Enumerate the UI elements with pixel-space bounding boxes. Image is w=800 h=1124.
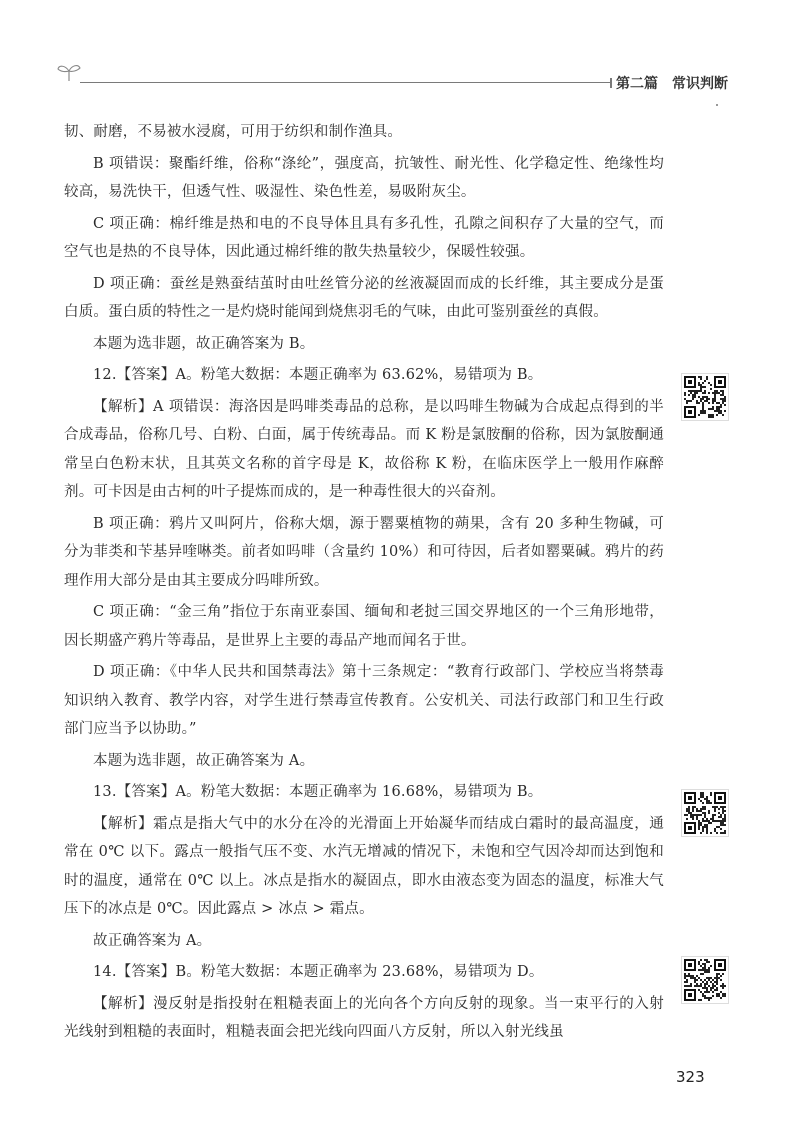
- answer-line-13: 13.【答案】A。粉笔大数据：本题正确率为 16.68%，易错项为 B。: [93, 784, 543, 800]
- header-rule: [80, 82, 610, 83]
- qr-code-icon[interactable]: [681, 956, 729, 1004]
- qr-code-icon[interactable]: [681, 789, 729, 837]
- page-header: [0, 0, 800, 110]
- analysis-14: 【解析】漫反射是指投射在粗糙表面上的光向各个方向反射的现象。当一束平行的入射光线射到粗糙的表面时，粗糙表面会把光线向四面八方反射，所以入射光线虽: [64, 995, 664, 1040]
- qr-code-icon[interactable]: [681, 373, 729, 421]
- paragraph-option-d: D 项正确：蚕丝是熟蚕结茧时由吐丝管分泌的丝液凝固而成的长纤维，其主要成分是蛋白质。蛋白质的特性之一是灼烧时能闻到烧焦羽毛的气味，由此可鉴别蚕丝的真假。: [64, 275, 664, 320]
- paragraph-conclusion-13: 故正确答案为 A。: [93, 932, 212, 949]
- analysis-13: 【解析】霜点是指大气中的水分在冷的光滑面上开始凝华而结成白霜时的最高温度，通常在 0℃ 以下。露点一般指气压不变、水汽无增减的情况下，未饱和空气因冷却而达到饱和时的温度，通常在 0℃ 以上。冰点是指水的凝固点，即水由液态变为固态的温度，标准大气压下的冰点是 0℃。因此露点 > 冰点 > 霜点。: [64, 815, 664, 917]
- paragraph-conclusion-12: 本题为选非题，故正确答案为 A。: [93, 752, 315, 769]
- paragraph-conclusion: 本题为选非题，故正确答案为 B。: [93, 335, 315, 352]
- paragraph-continuation: 韧、耐磨，不易被水浸腐，可用于纺织和制作渔具。: [64, 124, 403, 140]
- paragraph-option-d-12: D 项正确：《中华人民共和国禁毒法》第十三条规定：“教育行政部门、学校应当将禁毒知识纳入教育、教学内容，对学生进行禁毒宣传教育。公安机关、司法行政部门和卫生行政部门应当予以协助。”: [64, 664, 664, 737]
- paragraph-option-b-12: B 项正确：鸦片又叫阿片，俗称大烟，源于罂粟植物的蒴果，含有 20 多种生物碱，可分为菲类和苄基异喹啉类。前者如吗啡（含量约 10%）和可待因，后者如罂粟碱。鸦片的药理作用大部分是由其主要成分吗啡所致。: [64, 515, 664, 589]
- section-title: 第二篇 常识判断: [616, 76, 728, 92]
- analysis-12: 【解析】A 项错误：海洛因是吗啡类毒品的总称，是以吗啡生物碱为合成起点得到的半合成毒品，俗称几号、白粉、白面，属于传统毒品。而 K 粉是氯胺酮的俗称，因为氯胺酮通常呈白色粉末状，且其英文名称的首字母是 K，故俗称 K 粉，在临床医学上一般用作麻醉剂。可卡因是由古柯的叶子提炼而成的，是一种毒性很大的兴奋剂。: [64, 398, 664, 500]
- answer-line-12: 12.【答案】A。粉笔大数据：本题正确率为 63.62%，易错项为 B。: [93, 367, 543, 383]
- page-number: 323: [676, 1068, 705, 1086]
- paragraph-option-c-12: C 项正确：“金三角”指位于东南亚泰国、缅甸和老挝三国交界地区的一个三角形地带，因长期盛产鸦片等毒品，是世界上主要的毒品产地而闻名于世。: [64, 604, 664, 649]
- paragraph-option-c: C 项正确：棉纤维是热和电的不良导体且具有多孔性，孔隙之间积存了大量的空气，而空气也是热的不良导体，因此通过棉纤维的散失热量较少，保暖性较强。: [64, 215, 664, 260]
- sprout-icon: [56, 62, 82, 82]
- scan-speck: [716, 104, 718, 106]
- answer-line-14: 14.【答案】B。粉笔大数据：本题正确率为 23.68%，易错项为 D。: [93, 964, 544, 980]
- page-body: [64, 118, 664, 1047]
- paragraph-option-b: B 项错误：聚酯纤维，俗称“涤纶”，强度高，抗皱性、耐光性、化学稳定性、绝缘性均较高，易洗快干，但透气性、吸湿性、染色性差，易吸附灰尘。: [64, 155, 664, 200]
- header-divider: [610, 78, 612, 88]
